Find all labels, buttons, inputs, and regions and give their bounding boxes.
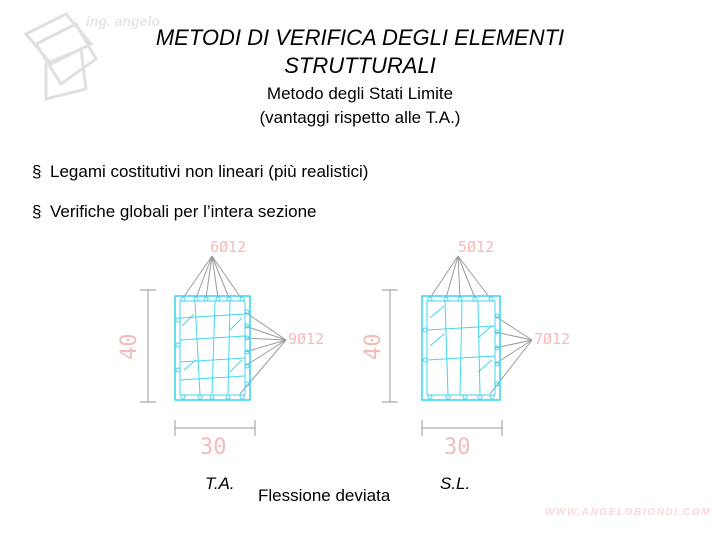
height-label: 40 bbox=[117, 333, 142, 360]
rebar-cage bbox=[175, 296, 250, 400]
page-title-line1: METODI DI VERIFICA DEGLI ELEMENTI bbox=[155, 25, 565, 50]
bullet-marker: § bbox=[32, 162, 42, 181]
section-ta bbox=[117, 238, 324, 460]
section-sl bbox=[361, 238, 570, 460]
bullet-marker: § bbox=[32, 202, 42, 221]
footer-website: WWW.ANGELOBIONDI.COM bbox=[545, 507, 712, 518]
top-bars-label: 5Ø12 bbox=[458, 238, 495, 256]
caption-ta: T.A. bbox=[205, 474, 235, 493]
caption-sl: S.L. bbox=[440, 474, 471, 493]
bullet-text: Verifiche globali per l’intera sezione bbox=[50, 202, 317, 221]
height-label: 40 bbox=[361, 333, 386, 360]
caption-flessione-deviata: Flessione deviata bbox=[258, 486, 391, 505]
height-dimension bbox=[140, 290, 156, 402]
svg-text:ing. angelo: ing. angelo bbox=[86, 13, 160, 29]
rebar-cage bbox=[422, 296, 500, 400]
subtitle-line1: Metodo degli Stati Limite bbox=[266, 84, 454, 103]
side-bars-label: 7Ø12 bbox=[534, 330, 571, 348]
width-dimension bbox=[422, 420, 502, 436]
top-bars-label: 6Ø12 bbox=[210, 238, 247, 256]
page-title-line2: STRUTTURALI bbox=[284, 53, 436, 78]
width-dimension bbox=[175, 420, 255, 436]
width-label: 30 bbox=[444, 435, 471, 460]
side-bars-label: 9Ø12 bbox=[288, 330, 325, 348]
subtitle-line2: (vantaggi rispetto alle T.A.) bbox=[259, 108, 461, 127]
bullet-text: Legami costitutivi non lineari (più realistici) bbox=[50, 162, 369, 181]
width-label: 30 bbox=[200, 435, 227, 460]
